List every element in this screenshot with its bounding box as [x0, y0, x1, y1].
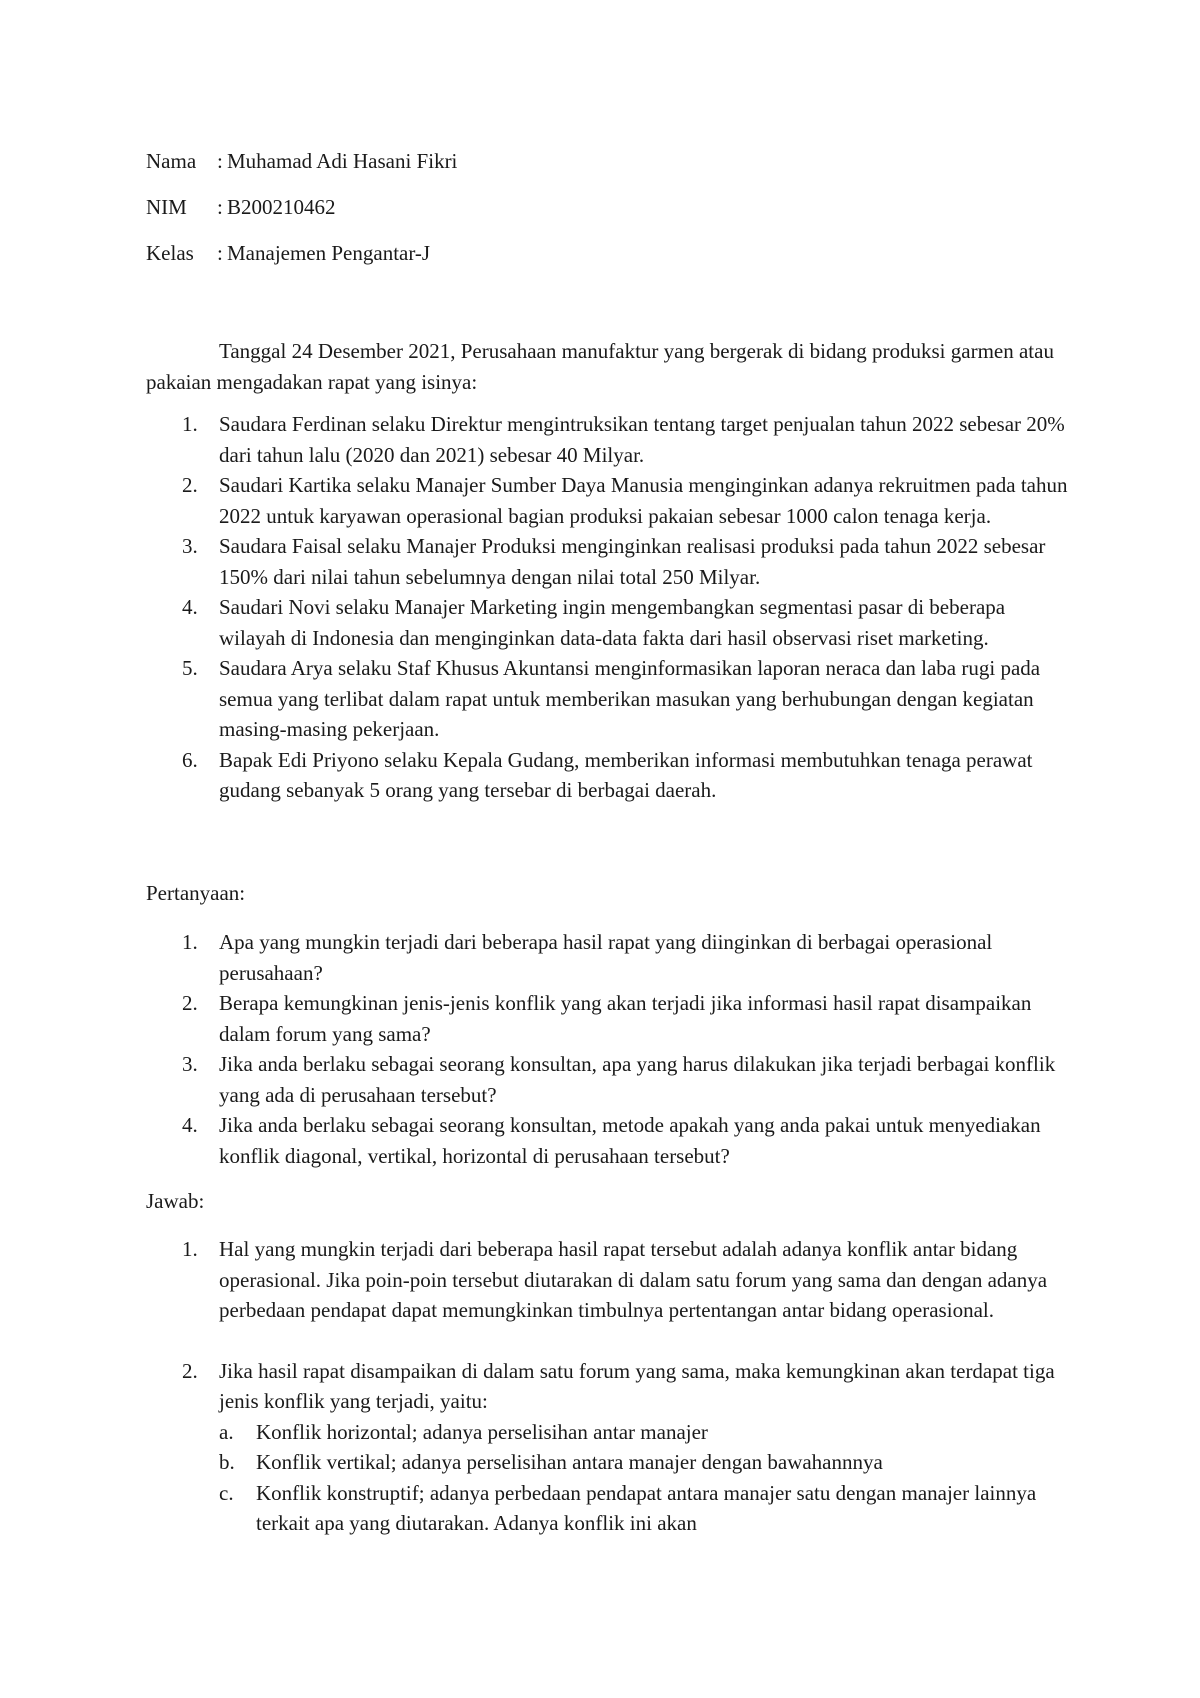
sub-list-marker: a. [219, 1419, 234, 1444]
list-item [146, 1110, 1076, 1171]
sub-list-item-text: Konflik vertikal; adanya perselisihan antara manajer dengan bawahannnya [256, 1450, 883, 1474]
info-label: Kelas [146, 241, 194, 265]
list-marker: 5. [182, 656, 198, 680]
info-value: B200210462 [227, 195, 336, 219]
answers-heading: Jawab: [146, 1189, 205, 1213]
info-separator: : [217, 149, 223, 173]
list-item [146, 927, 1076, 988]
sub-list-item [219, 1417, 1076, 1448]
answers-list [146, 1234, 1076, 1539]
list-item-text: Saudara Arya selaku Staf Khusus Akuntansi menginformasikan laporan neraca dan laba rugi pada semua yang terlibat dalam rapat untuk memberikan masukan yang berhubungan dengan kegiatan masing-masing pekerjaan. [219, 656, 1041, 741]
list-item-text: Saudari Kartika selaku Manajer Sumber Daya Manusia menginginkan adanya rekruitmen pada tahun 2022 untuk karyawan operasional bagian produksi pakaian sebesar 1000 calon tenaga kerja. [219, 473, 1068, 528]
intro-text: Tanggal 24 Desember 2021, Perusahaan manufaktur yang bergerak di bidang produksi garmen atau pakaian mengadakan rapat yang isinya: [146, 339, 1054, 394]
list-marker: 2. [182, 473, 198, 497]
list-marker: 2. [182, 1358, 198, 1383]
list-marker: 2. [182, 991, 198, 1015]
student-info [146, 148, 457, 286]
list-marker: 1. [182, 930, 198, 954]
info-value: Manajemen Pengantar-J [227, 241, 431, 265]
list-item [146, 470, 1076, 531]
list-marker: 6. [182, 747, 198, 772]
sub-list-item [219, 1447, 1076, 1478]
list-marker: 4. [182, 1113, 198, 1137]
questions-heading: Pertanyaan: [146, 881, 246, 905]
list-item [146, 409, 1076, 470]
sub-list-marker: c. [219, 1480, 234, 1505]
list-item-text: Apa yang mungkin terjadi dari beberapa hasil rapat yang diinginkan di berbagai operasional perusahaan? [219, 930, 993, 985]
list-item-text: Saudari Novi selaku Manajer Marketing ingin mengembangkan segmentasi pasar di beberapa wilayah di Indonesia dan menginginkan data-data fakta dari hasil observasi riset marketing. [219, 595, 1006, 650]
list-item-text: Saudara Ferdinan selaku Direktur mengintruksikan tentang target penjualan tahun 2022 sebesar 20% dari tahun lalu (2020 dan 2021) sebesar 40 Milyar. [219, 412, 1065, 467]
list-item [146, 745, 1076, 806]
list-item-text: Berapa kemungkinan jenis-jenis konflik yang akan terjadi jika informasi hasil rapat disampaikan dalam forum yang sama? [219, 991, 1032, 1046]
meeting-points-list [146, 409, 1076, 806]
sub-list-item [219, 1478, 1076, 1539]
list-item [146, 531, 1076, 592]
list-item [146, 1356, 1076, 1539]
list-item-text: Jika anda berlaku sebagai seorang konsultan, metode apakah yang anda pakai untuk menyediakan konflik diagonal, vertikal, horizontal di perusahaan tersebut? [219, 1113, 1041, 1168]
list-item-text: Jika hasil rapat disampaikan di dalam satu forum yang sama, maka kemungkinan akan terdapat tiga jenis konflik yang terjadi, yaitu: [219, 1358, 1055, 1413]
list-item [146, 1049, 1076, 1110]
info-label: Nama [146, 149, 197, 173]
sub-list-item-text: Konflik konstruptif; adanya perbedaan pendapat antara manajer satu dengan manajer lainnya terkait apa yang diutarakan. Adanya konflik ini akan [256, 1480, 1037, 1535]
list-item [146, 592, 1076, 653]
list-marker: 4. [182, 595, 198, 619]
list-marker: 3. [182, 534, 198, 558]
sub-list-marker: b. [219, 1450, 235, 1474]
info-value: Muhamad Adi Hasani Fikri [227, 149, 458, 173]
list-item-text: Saudara Faisal selaku Manajer Produksi menginginkan realisasi produksi pada tahun 2022 sebesar 150% dari nilai tahun sebelumnya dengan nilai total 250 Milyar. [219, 534, 1046, 589]
list-item-text: Hal yang mungkin terjadi dari beberapa hasil rapat tersebut adalah adanya konflik antar bidang operasional. Jika poin-poin tersebut diutarakan di dalam satu forum yang sama dan dengan adanya perbedaan pendapat dapat memungkinkan timbulnya pertentangan antar bidang operasional. [219, 1237, 1048, 1322]
list-item [146, 1234, 1076, 1326]
info-label: NIM [146, 195, 187, 219]
list-item-text: Jika anda berlaku sebagai seorang konsultan, apa yang harus dilakukan jika terjadi berbagai konflik yang ada di perusahaan tersebut? [219, 1052, 1056, 1107]
info-separator: : [217, 195, 223, 219]
info-row-nim [146, 194, 457, 240]
list-item [146, 988, 1076, 1049]
list-marker: 1. [182, 412, 198, 436]
list-item-text: Bapak Edi Priyono selaku Kepala Gudang, memberikan informasi membutuhkan tenaga perawat gudang sebanyak 5 orang yang tersebar di berbagai daerah. [219, 747, 1033, 802]
list-marker: 3. [182, 1052, 198, 1076]
info-row-nama [146, 148, 457, 194]
info-row-kelas [146, 240, 457, 286]
intro-paragraph [146, 336, 1076, 398]
list-item [146, 653, 1076, 745]
conflict-types-list [219, 1417, 1076, 1539]
sub-list-item-text: Konflik horizontal; adanya perselisihan antar manajer [256, 1419, 708, 1444]
info-separator: : [217, 241, 223, 265]
list-marker: 1. [182, 1237, 198, 1261]
questions-list [146, 927, 1076, 1171]
